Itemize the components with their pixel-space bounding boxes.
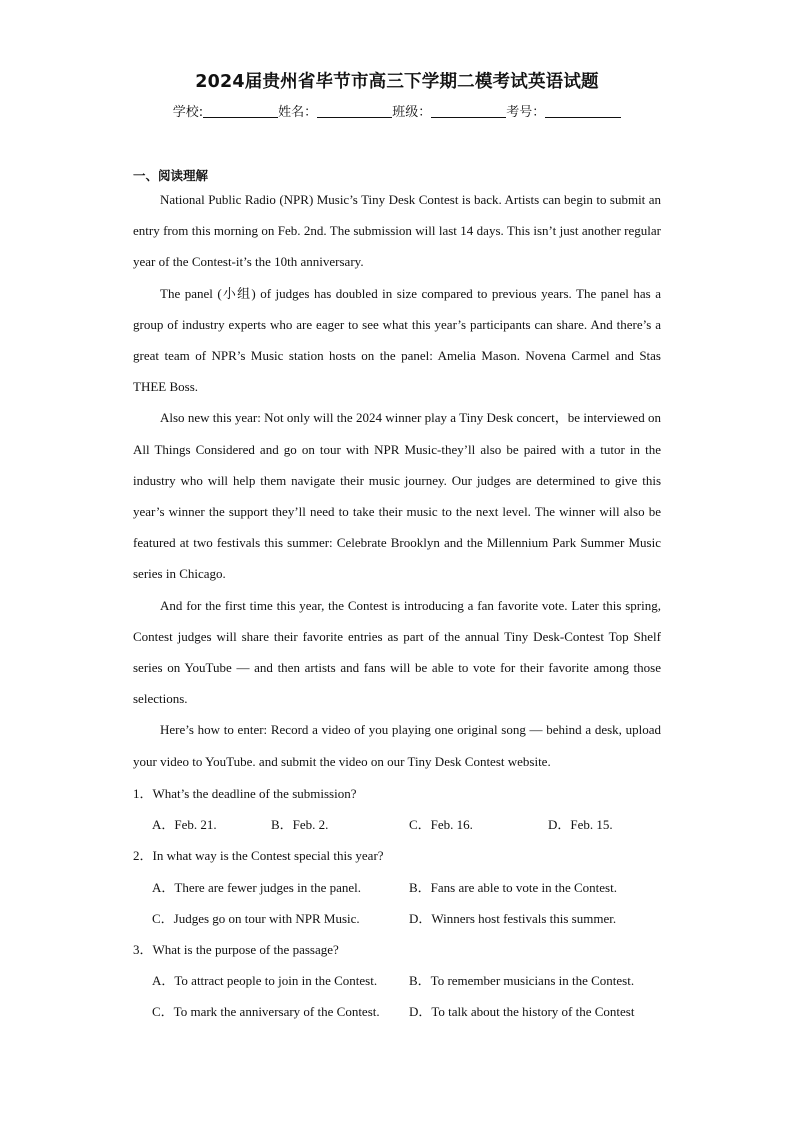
- section-heading: 一、阅读理解: [133, 168, 209, 183]
- school-field: [173, 101, 278, 120]
- option-b[interactable]: B．Feb. 2.: [271, 817, 329, 833]
- passage-paragraph: Also new this year: Not only will the 2024 winner play a Tiny Desk concert，be interviewed on All Things Considered and go on tour with NPR Music-they’ll also be paired with a tutor in the industry who will help them navigate their music journey. Our judges are determined to give this year’s winner the support they’ll need to take their music to the next level. The winner will also be featured at two festivals this summer: Celebrate Brooklyn and the Millennium Park Summer Music series in Chicago.: [133, 410, 661, 582]
- option-row: [133, 809, 673, 840]
- option-row: [133, 996, 673, 1027]
- student-info-line: [0, 101, 794, 120]
- question-list: [133, 778, 673, 1028]
- option-b[interactable]: B．To remember musicians in the Contest.: [409, 973, 635, 989]
- option-c[interactable]: C．To mark the anniversary of the Contest.: [152, 1004, 380, 1020]
- passage-paragraph: The panel (小组) of judges has doubled in size compared to previous years. The panel has a group of industry experts who are eager to see what this year’s participants can share. And there’s a great team of NPR’s Music station hosts on the panel: Amelia Mason. Novena Carmel and Stas THEE Boss.: [133, 285, 661, 395]
- option-d[interactable]: D．Feb. 15.: [548, 817, 613, 833]
- option-row: [133, 872, 673, 903]
- number-field: [506, 101, 621, 120]
- option-d[interactable]: D．To talk about the history of the Contest: [409, 1004, 635, 1020]
- name-blank[interactable]: [317, 103, 392, 118]
- passage-paragraph: National Public Radio (NPR) Music’s Tiny Desk Contest is back. Artists can begin to submit an entry from this morning on Feb. 2nd. The submission will last 14 days. This isn’t just another regular year of the Contest-it’s the 10th anniversary.: [133, 192, 661, 270]
- class-label: 班级：: [392, 105, 432, 120]
- option-c[interactable]: C．Feb. 16.: [409, 817, 473, 833]
- question-3: [133, 934, 673, 1028]
- name-label: 姓名：: [278, 105, 318, 120]
- question-stem: 3．What is the purpose of the passage?: [133, 941, 339, 957]
- reading-passage: [133, 184, 661, 777]
- number-blank[interactable]: [545, 103, 621, 118]
- option-a[interactable]: A．There are fewer judges in the panel.: [152, 879, 361, 895]
- option-b[interactable]: B．Fans are able to vote in the Contest.: [409, 879, 617, 895]
- name-field: [278, 101, 392, 120]
- option-row: [133, 965, 673, 996]
- class-field: [392, 101, 506, 120]
- question-stem: 2．In what way is the Contest special this year?: [133, 848, 384, 864]
- school-blank[interactable]: [203, 103, 278, 118]
- passage-paragraph: And for the first time this year, the Contest is introducing a fan favorite vote. Later this spring, Contest judges will share their favorite entries as part of the annual Tiny Desk-Contest Top Shelf series on YouTube — and then artists and fans will be able to vote for their favorite among those selections.: [133, 597, 661, 707]
- option-c[interactable]: C．Judges go on tour with NPR Music.: [152, 910, 360, 926]
- option-row: [133, 903, 673, 934]
- question-2: [133, 840, 673, 934]
- passage-paragraph: Here’s how to enter: Record a video of you playing one original song — behind a desk, upload your video to YouTube. and submit the video on our Tiny Desk Contest website.: [133, 722, 661, 769]
- option-a[interactable]: A．To attract people to join in the Contest.: [152, 973, 378, 989]
- number-label: 考号：: [506, 105, 546, 120]
- option-a[interactable]: A．Feb. 21.: [152, 817, 217, 833]
- page-title: 2024届贵州省毕节市高三下学期二模考试英语试题: [195, 72, 599, 92]
- class-blank[interactable]: [431, 103, 506, 118]
- question-stem: 1．What’s the deadline of the submission?: [133, 786, 357, 801]
- question-1: [133, 778, 673, 840]
- option-d[interactable]: D．Winners host festivals this summer.: [409, 910, 617, 926]
- school-label: 学校:: [172, 105, 204, 120]
